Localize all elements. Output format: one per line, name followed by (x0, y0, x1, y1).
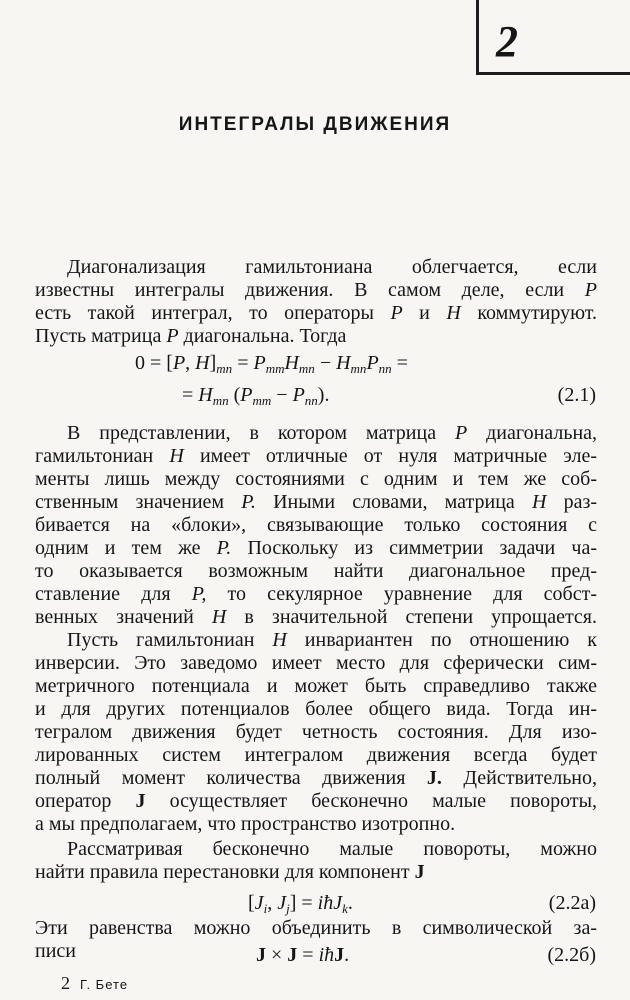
text-line: тегралом движения будет четность состояния. Для изо- (35, 721, 597, 743)
chapter-number: 2 (496, 17, 518, 66)
equation-number: (2.2б) (547, 944, 596, 966)
equation-2-2a: [$J_i$, $J_j$] = iħJ$_k$. (248, 892, 353, 916)
text-line: найти правила перестановки для компонент J (35, 861, 425, 883)
text-line: менты лишь между состояниями с одним и тем же соб- (35, 468, 597, 490)
author-name: Г. Бете (80, 977, 129, 992)
text-line: есть такой интеграл, то операторы P и H коммутируют. (35, 302, 598, 324)
text-line: одним и тем же P. Поскольку из симметрии задачи ча- (35, 537, 598, 559)
text-line: гамильтониан H имеет отличные от нуля матричные эле- (35, 445, 597, 467)
page-footer (61, 973, 128, 994)
text-line: Диагонализация гамильтониана облегчается, если (67, 256, 597, 278)
equation-number: (2.2a) (548, 892, 596, 914)
chapter-title: ИНТЕГРАЛЫ ДВИЖЕНИЯ (178, 114, 452, 135)
text-line: известны интегралы движения. В самом деле, если P (35, 279, 598, 301)
text-line: инверсии. Это заведомо имеет место для сферически сим- (35, 652, 597, 674)
equation-2-2b: J × J = iħJ. (256, 944, 350, 966)
text-line: В представлении, в котором матрица P диагональна, (67, 422, 598, 444)
text-line: лированных систем интегралом движения всегда будет (35, 744, 597, 766)
text-line: Пусть гамильтониан H инвариантен по отношению к (67, 629, 597, 651)
text-line: то оказывается возможным найти диагональное пред- (35, 560, 597, 582)
text-line: венных значений H в значительной степени упрощается. (35, 606, 598, 628)
text-line: Эти равенства можно объединить в символической за- (35, 917, 597, 939)
signature-number: 2 (61, 973, 70, 993)
text-line: полный момент количества движения J. Действительно, (35, 767, 598, 789)
text-line: и для других потенциалов более общего вида. Тогда ин- (35, 698, 597, 720)
equation-number: (2.1) (557, 384, 596, 406)
text-line: оператор J осуществляет бесконечно малые повороты, (35, 790, 598, 812)
text-line: а мы предполагаем, что пространство изотропно. (35, 813, 456, 835)
text-line: писи (35, 940, 76, 962)
equation-2-1-line-1: 0 = [P, $H]_{mn} = P_{mm}H_{mn} - H_{mn}P_{nn}$ = (135, 352, 408, 376)
text-line: ставление для P, то секулярное уравнение для собст- (35, 583, 598, 605)
text-line: бивается на «блоки», связывающие только состояния с (35, 514, 597, 536)
equation-2-1-line-2: = $H_{mn}$ $(P_{mm} - P_{nn})$. (182, 384, 330, 408)
text-line: Рассматривая бесконечно малые повороты, можно (67, 838, 597, 860)
text-line: Пусть матрица P диагональна. Тогда (35, 325, 347, 347)
text-line: метричного потенциала и может быть справедливо также (35, 675, 597, 697)
text-line: ственным значением P. Иными словами, матрица H раз- (35, 491, 598, 513)
